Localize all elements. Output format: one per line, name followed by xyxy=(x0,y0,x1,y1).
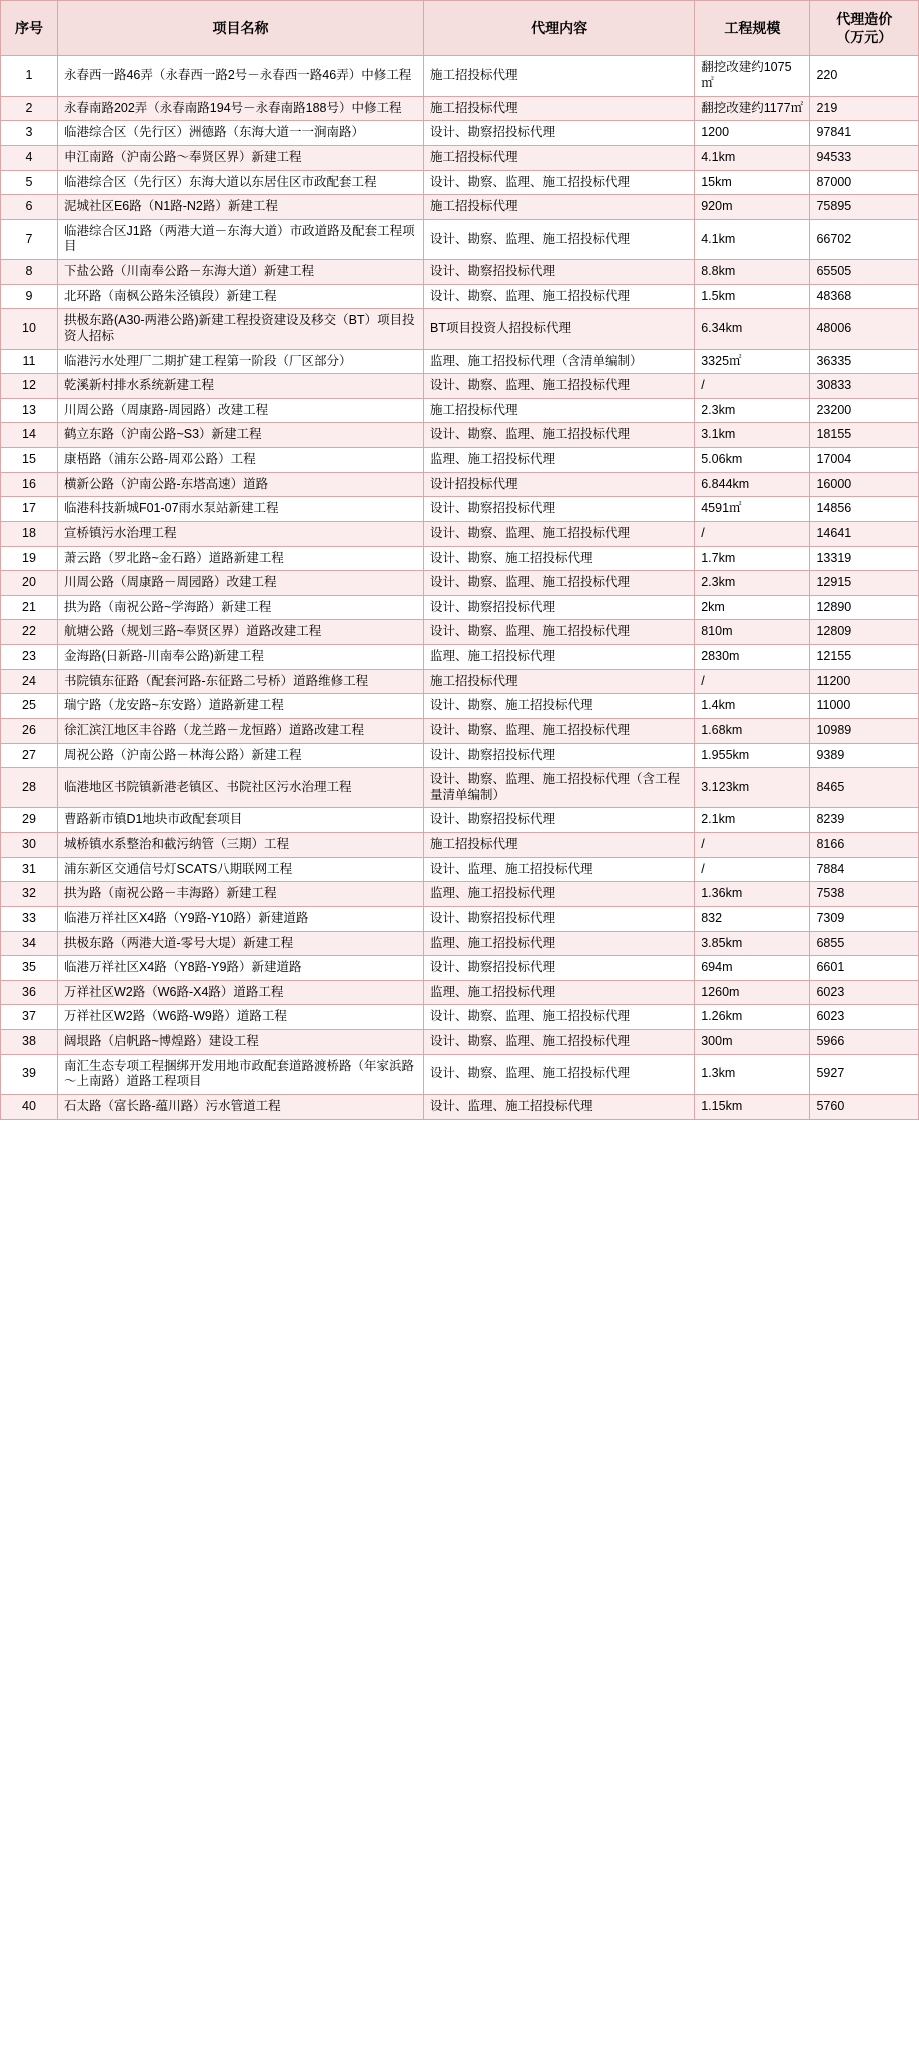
cell-project-name: 金海路(日新路-川南奉公路)新建工程 xyxy=(57,645,423,670)
cell-agency-content: 监理、施工招投标代理 xyxy=(424,882,695,907)
table-header xyxy=(1,1,919,56)
cell-agency-cost: 13319 xyxy=(810,546,919,571)
cell-project-name: 临港万祥社区X4路（Y9路-Y10路）新建道路 xyxy=(57,906,423,931)
cell-index: 36 xyxy=(1,980,58,1005)
table-row xyxy=(1,833,919,858)
cell-project-name: 浦东新区交通信号灯SCATS八期联网工程 xyxy=(57,857,423,882)
cell-project-scale: 1200 xyxy=(695,121,810,146)
cell-project-scale: 1.36km xyxy=(695,882,810,907)
cell-index: 38 xyxy=(1,1030,58,1055)
table-row xyxy=(1,1054,919,1094)
cell-agency-cost: 6601 xyxy=(810,956,919,981)
table-row xyxy=(1,497,919,522)
cell-project-scale: 810m xyxy=(695,620,810,645)
cell-agency-content: 设计、勘察、监理、施工招投标代理 xyxy=(424,1054,695,1094)
cell-agency-cost: 220 xyxy=(810,56,919,96)
column-header-agency-cost-line2: （万元） xyxy=(836,29,893,46)
table-row xyxy=(1,980,919,1005)
cell-agency-content: 设计、监理、施工招投标代理 xyxy=(424,857,695,882)
cell-agency-content: 施工招投标代理 xyxy=(424,145,695,170)
cell-agency-cost: 9389 xyxy=(810,743,919,768)
table-row xyxy=(1,620,919,645)
cell-project-scale: / xyxy=(695,669,810,694)
cell-agency-cost: 48006 xyxy=(810,309,919,349)
cell-project-name: 宣桥镇污水治理工程 xyxy=(57,521,423,546)
cell-index: 7 xyxy=(1,219,58,259)
cell-project-name: 石太路（富长路-蕴川路）污水管道工程 xyxy=(57,1094,423,1119)
cell-project-name: 徐汇滨江地区丰谷路（龙兰路－龙恒路）道路改建工程 xyxy=(57,718,423,743)
cell-project-name: 南汇生态专项工程捆绑开发用地市政配套道路渡桥路（年家浜路～上南路）道路工程项目 xyxy=(57,1054,423,1094)
table-row xyxy=(1,743,919,768)
cell-index: 11 xyxy=(1,349,58,374)
cell-project-name: 临港综合区（先行区）洲德路（东海大道一一涧南路） xyxy=(57,121,423,146)
cell-project-name: 萧云路（罗北路~金石路）道路新建工程 xyxy=(57,546,423,571)
cell-project-scale: 1.68km xyxy=(695,718,810,743)
cell-index: 8 xyxy=(1,260,58,285)
cell-project-name: 临港科技新城F01-07雨水泵站新建工程 xyxy=(57,497,423,522)
cell-agency-content: 设计、勘察招投标代理 xyxy=(424,743,695,768)
cell-index: 30 xyxy=(1,833,58,858)
cell-project-scale: 2830m xyxy=(695,645,810,670)
table-row xyxy=(1,219,919,259)
cell-agency-cost: 12155 xyxy=(810,645,919,670)
table-row xyxy=(1,260,919,285)
cell-agency-cost: 5966 xyxy=(810,1030,919,1055)
cell-agency-content: 施工招投标代理 xyxy=(424,398,695,423)
cell-agency-content: 施工招投标代理 xyxy=(424,669,695,694)
cell-project-scale: 翻挖改建约1075㎡ xyxy=(695,56,810,96)
cell-project-name: 航塘公路（规划三路~奉贤区界）道路改建工程 xyxy=(57,620,423,645)
cell-index: 27 xyxy=(1,743,58,768)
cell-project-name: 周祝公路（沪南公路－林海公路）新建工程 xyxy=(57,743,423,768)
cell-project-scale: 3.85km xyxy=(695,931,810,956)
table-row xyxy=(1,96,919,121)
cell-project-scale: 1.7km xyxy=(695,546,810,571)
cell-agency-content: 施工招投标代理 xyxy=(424,833,695,858)
cell-index: 5 xyxy=(1,170,58,195)
table-row xyxy=(1,956,919,981)
cell-project-scale: 920m xyxy=(695,195,810,220)
cell-index: 20 xyxy=(1,571,58,596)
column-header-project-name: 项目名称 xyxy=(57,1,423,56)
cell-index: 23 xyxy=(1,645,58,670)
table-row xyxy=(1,882,919,907)
cell-index: 40 xyxy=(1,1094,58,1119)
cell-index: 3 xyxy=(1,121,58,146)
column-header-agency-cost-line1: 代理造价 xyxy=(836,11,893,27)
cell-agency-cost: 65505 xyxy=(810,260,919,285)
table-row xyxy=(1,669,919,694)
column-header-index: 序号 xyxy=(1,1,58,56)
cell-index: 16 xyxy=(1,472,58,497)
table-row xyxy=(1,374,919,399)
cell-agency-cost: 97841 xyxy=(810,121,919,146)
cell-project-name: 临港综合区J1路（两港大道－东海大道）市政道路及配套工程项目 xyxy=(57,219,423,259)
cell-project-name: 川周公路（周康路-周园路）改建工程 xyxy=(57,398,423,423)
cell-project-name: 北环路（南枫公路朱泾镇段）新建工程 xyxy=(57,284,423,309)
cell-project-scale: 8.8km xyxy=(695,260,810,285)
cell-project-scale: 6.844km xyxy=(695,472,810,497)
cell-agency-cost: 30833 xyxy=(810,374,919,399)
cell-project-name: 曹路新市镇D1地块市政配套项目 xyxy=(57,808,423,833)
cell-agency-cost: 48368 xyxy=(810,284,919,309)
cell-index: 35 xyxy=(1,956,58,981)
cell-agency-content: 设计、勘察、监理、施工招投标代理 xyxy=(424,571,695,596)
cell-agency-content: BT项目投资人招投标代理 xyxy=(424,309,695,349)
cell-agency-cost: 23200 xyxy=(810,398,919,423)
cell-project-name: 拱为路（南祝公路~学海路）新建工程 xyxy=(57,595,423,620)
cell-project-name: 横新公路（沪南公路-东塔高速）道路 xyxy=(57,472,423,497)
cell-agency-content: 设计、勘察、监理、施工招投标代理 xyxy=(424,1005,695,1030)
cell-project-scale: 2.3km xyxy=(695,398,810,423)
cell-agency-content: 监理、施工招投标代理 xyxy=(424,448,695,473)
cell-agency-content: 设计、勘察、监理、施工招投标代理 xyxy=(424,170,695,195)
cell-agency-cost: 12915 xyxy=(810,571,919,596)
cell-agency-cost: 12809 xyxy=(810,620,919,645)
table-row xyxy=(1,906,919,931)
cell-project-name: 城桥镇水系整治和截污纳管（三期）工程 xyxy=(57,833,423,858)
cell-index: 14 xyxy=(1,423,58,448)
cell-agency-content: 设计、勘察、监理、施工招投标代理（含工程量清单编制） xyxy=(424,768,695,808)
cell-agency-content: 设计、勘察、监理、施工招投标代理 xyxy=(424,718,695,743)
cell-agency-content: 设计、勘察、监理、施工招投标代理 xyxy=(424,423,695,448)
cell-project-name: 永春南路202弄（永春南路194号－永春南路188号）中修工程 xyxy=(57,96,423,121)
cell-agency-cost: 12890 xyxy=(810,595,919,620)
cell-project-scale: 1.4km xyxy=(695,694,810,719)
table-row xyxy=(1,448,919,473)
cell-agency-cost: 8239 xyxy=(810,808,919,833)
table-row xyxy=(1,857,919,882)
cell-project-scale: 2km xyxy=(695,595,810,620)
cell-agency-content: 设计、勘察、监理、施工招投标代理 xyxy=(424,521,695,546)
cell-project-scale: 4.1km xyxy=(695,219,810,259)
cell-project-name: 书院镇东征路（配套河路-东征路二号桥）道路维修工程 xyxy=(57,669,423,694)
cell-agency-content: 设计、勘察、监理、施工招投标代理 xyxy=(424,374,695,399)
cell-agency-cost: 16000 xyxy=(810,472,919,497)
cell-project-scale: 4591㎡ xyxy=(695,497,810,522)
table-row xyxy=(1,195,919,220)
cell-index: 17 xyxy=(1,497,58,522)
cell-agency-content: 设计、勘察招投标代理 xyxy=(424,595,695,620)
table-row xyxy=(1,808,919,833)
table-row xyxy=(1,170,919,195)
table-row xyxy=(1,1005,919,1030)
cell-agency-cost: 94533 xyxy=(810,145,919,170)
cell-project-name: 永春西一路46弄（永春西一路2号－永春西一路46弄）中修工程 xyxy=(57,56,423,96)
cell-project-name: 下盐公路（川南奉公路－东海大道）新建工程 xyxy=(57,260,423,285)
cell-project-scale: 3.1km xyxy=(695,423,810,448)
cell-project-scale: 1260m xyxy=(695,980,810,1005)
cell-agency-cost: 17004 xyxy=(810,448,919,473)
cell-project-name: 申江南路（沪南公路～奉贤区界）新建工程 xyxy=(57,145,423,170)
cell-agency-cost: 8465 xyxy=(810,768,919,808)
cell-index: 28 xyxy=(1,768,58,808)
column-header-project-scale: 工程规模 xyxy=(695,1,810,56)
cell-index: 9 xyxy=(1,284,58,309)
table-row xyxy=(1,145,919,170)
cell-project-name: 鹤立东路（沪南公路~S3）新建工程 xyxy=(57,423,423,448)
table-row xyxy=(1,349,919,374)
cell-agency-content: 设计、勘察、监理、施工招投标代理 xyxy=(424,284,695,309)
cell-agency-content: 设计、勘察招投标代理 xyxy=(424,121,695,146)
table-row xyxy=(1,121,919,146)
cell-agency-content: 设计、勘察、监理、施工招投标代理 xyxy=(424,219,695,259)
cell-project-name: 拱为路（南祝公路－丰海路）新建工程 xyxy=(57,882,423,907)
column-header-agency-cost xyxy=(810,1,919,56)
cell-project-scale: 2.3km xyxy=(695,571,810,596)
cell-index: 21 xyxy=(1,595,58,620)
table-row xyxy=(1,931,919,956)
cell-project-name: 泥城社区E6路（N1路-N2路）新建工程 xyxy=(57,195,423,220)
cell-project-scale: 1.3km xyxy=(695,1054,810,1094)
table-row xyxy=(1,423,919,448)
table-row xyxy=(1,309,919,349)
table-header-row xyxy=(1,1,919,56)
cell-project-scale: 翻挖改建约1177㎡ xyxy=(695,96,810,121)
cell-agency-content: 设计招投标代理 xyxy=(424,472,695,497)
cell-project-scale: 1.5km xyxy=(695,284,810,309)
cell-agency-content: 监理、施工招投标代理（含清单编制） xyxy=(424,349,695,374)
cell-project-name: 阔垠路（启帆路~博煌路）建设工程 xyxy=(57,1030,423,1055)
cell-project-name: 川周公路（周康路－周园路）改建工程 xyxy=(57,571,423,596)
cell-index: 4 xyxy=(1,145,58,170)
cell-agency-cost: 7309 xyxy=(810,906,919,931)
table-row xyxy=(1,694,919,719)
cell-project-scale: / xyxy=(695,374,810,399)
cell-project-name: 临港综合区（先行区）东海大道以东居住区市政配套工程 xyxy=(57,170,423,195)
cell-agency-content: 监理、施工招投标代理 xyxy=(424,980,695,1005)
cell-agency-cost: 66702 xyxy=(810,219,919,259)
table-row xyxy=(1,571,919,596)
cell-project-scale: 15km xyxy=(695,170,810,195)
cell-agency-content: 设计、勘察招投标代理 xyxy=(424,260,695,285)
cell-agency-content: 施工招投标代理 xyxy=(424,96,695,121)
cell-index: 22 xyxy=(1,620,58,645)
cell-project-name: 瑞宁路（龙安路~东安路）道路新建工程 xyxy=(57,694,423,719)
cell-project-scale: 3.123km xyxy=(695,768,810,808)
cell-index: 39 xyxy=(1,1054,58,1094)
table-row xyxy=(1,1094,919,1119)
cell-agency-content: 监理、施工招投标代理 xyxy=(424,931,695,956)
table-row xyxy=(1,595,919,620)
cell-project-scale: 300m xyxy=(695,1030,810,1055)
cell-index: 25 xyxy=(1,694,58,719)
cell-project-name: 乾溪新村排水系统新建工程 xyxy=(57,374,423,399)
cell-project-name: 康梧路（浦东公路-周邓公路）工程 xyxy=(57,448,423,473)
cell-project-scale: 1.955km xyxy=(695,743,810,768)
table-row xyxy=(1,284,919,309)
cell-agency-cost: 36335 xyxy=(810,349,919,374)
cell-index: 34 xyxy=(1,931,58,956)
cell-index: 18 xyxy=(1,521,58,546)
cell-index: 32 xyxy=(1,882,58,907)
cell-project-scale: 1.26km xyxy=(695,1005,810,1030)
cell-agency-cost: 14856 xyxy=(810,497,919,522)
cell-agency-cost: 18155 xyxy=(810,423,919,448)
table-row xyxy=(1,472,919,497)
cell-agency-cost: 5927 xyxy=(810,1054,919,1094)
table-body xyxy=(1,56,919,1119)
cell-project-name: 拱极东路（两港大道-零号大堤）新建工程 xyxy=(57,931,423,956)
cell-index: 13 xyxy=(1,398,58,423)
cell-index: 37 xyxy=(1,1005,58,1030)
cell-agency-content: 设计、监理、施工招投标代理 xyxy=(424,1094,695,1119)
table-row xyxy=(1,56,919,96)
cell-project-scale: 6.34km xyxy=(695,309,810,349)
cell-agency-cost: 10989 xyxy=(810,718,919,743)
cell-project-scale: 832 xyxy=(695,906,810,931)
cell-project-scale: / xyxy=(695,833,810,858)
cell-project-name: 临港万祥社区X4路（Y8路-Y9路）新建道路 xyxy=(57,956,423,981)
cell-project-scale: 694m xyxy=(695,956,810,981)
column-header-agency-content: 代理内容 xyxy=(424,1,695,56)
cell-agency-content: 设计、勘察招投标代理 xyxy=(424,956,695,981)
cell-agency-content: 设计、勘察、监理、施工招投标代理 xyxy=(424,1030,695,1055)
cell-index: 24 xyxy=(1,669,58,694)
cell-index: 2 xyxy=(1,96,58,121)
table-row xyxy=(1,521,919,546)
cell-agency-content: 设计、勘察招投标代理 xyxy=(424,906,695,931)
cell-agency-cost: 6023 xyxy=(810,980,919,1005)
cell-index: 29 xyxy=(1,808,58,833)
cell-agency-content: 设计、勘察招投标代理 xyxy=(424,497,695,522)
cell-project-scale: 4.1km xyxy=(695,145,810,170)
cell-agency-content: 设计、勘察、施工招投标代理 xyxy=(424,694,695,719)
cell-agency-cost: 5760 xyxy=(810,1094,919,1119)
cell-project-scale: 3325㎡ xyxy=(695,349,810,374)
cell-project-name: 万祥社区W2路（W6路-W9路）道路工程 xyxy=(57,1005,423,1030)
table-row xyxy=(1,768,919,808)
cell-agency-cost: 14641 xyxy=(810,521,919,546)
cell-agency-cost: 7884 xyxy=(810,857,919,882)
cell-project-scale: 5.06km xyxy=(695,448,810,473)
cell-agency-cost: 219 xyxy=(810,96,919,121)
cell-agency-cost: 8166 xyxy=(810,833,919,858)
cell-agency-content: 施工招投标代理 xyxy=(424,195,695,220)
cell-project-scale: 2.1km xyxy=(695,808,810,833)
table-row xyxy=(1,645,919,670)
cell-index: 15 xyxy=(1,448,58,473)
cell-project-name: 临港地区书院镇新港老镇区、书院社区污水治理工程 xyxy=(57,768,423,808)
cell-index: 33 xyxy=(1,906,58,931)
cell-agency-cost: 7538 xyxy=(810,882,919,907)
cell-agency-cost: 6855 xyxy=(810,931,919,956)
cell-agency-content: 设计、勘察招投标代理 xyxy=(424,808,695,833)
table-row xyxy=(1,1030,919,1055)
cell-agency-cost: 87000 xyxy=(810,170,919,195)
cell-project-scale: / xyxy=(695,521,810,546)
cell-project-scale: 1.15km xyxy=(695,1094,810,1119)
cell-agency-content: 监理、施工招投标代理 xyxy=(424,645,695,670)
table-row xyxy=(1,718,919,743)
table-row xyxy=(1,546,919,571)
cell-index: 6 xyxy=(1,195,58,220)
cell-agency-cost: 11200 xyxy=(810,669,919,694)
cell-index: 19 xyxy=(1,546,58,571)
cell-agency-content: 设计、勘察、监理、施工招投标代理 xyxy=(424,620,695,645)
table-row xyxy=(1,398,919,423)
cell-agency-cost: 11000 xyxy=(810,694,919,719)
cell-project-scale: / xyxy=(695,857,810,882)
cell-index: 12 xyxy=(1,374,58,399)
cell-index: 1 xyxy=(1,56,58,96)
cell-index: 26 xyxy=(1,718,58,743)
cell-project-name: 万祥社区W2路（W6路-X4路）道路工程 xyxy=(57,980,423,1005)
cell-project-name: 拱极东路(A30-两港公路)新建工程投资建设及移交（BT）项目投资人招标 xyxy=(57,309,423,349)
cell-index: 31 xyxy=(1,857,58,882)
cell-project-name: 临港污水处理厂二期扩建工程第一阶段（厂区部分） xyxy=(57,349,423,374)
cell-index: 10 xyxy=(1,309,58,349)
cell-agency-content: 施工招投标代理 xyxy=(424,56,695,96)
cell-agency-content: 设计、勘察、施工招投标代理 xyxy=(424,546,695,571)
cell-agency-cost: 75895 xyxy=(810,195,919,220)
cell-agency-cost: 6023 xyxy=(810,1005,919,1030)
